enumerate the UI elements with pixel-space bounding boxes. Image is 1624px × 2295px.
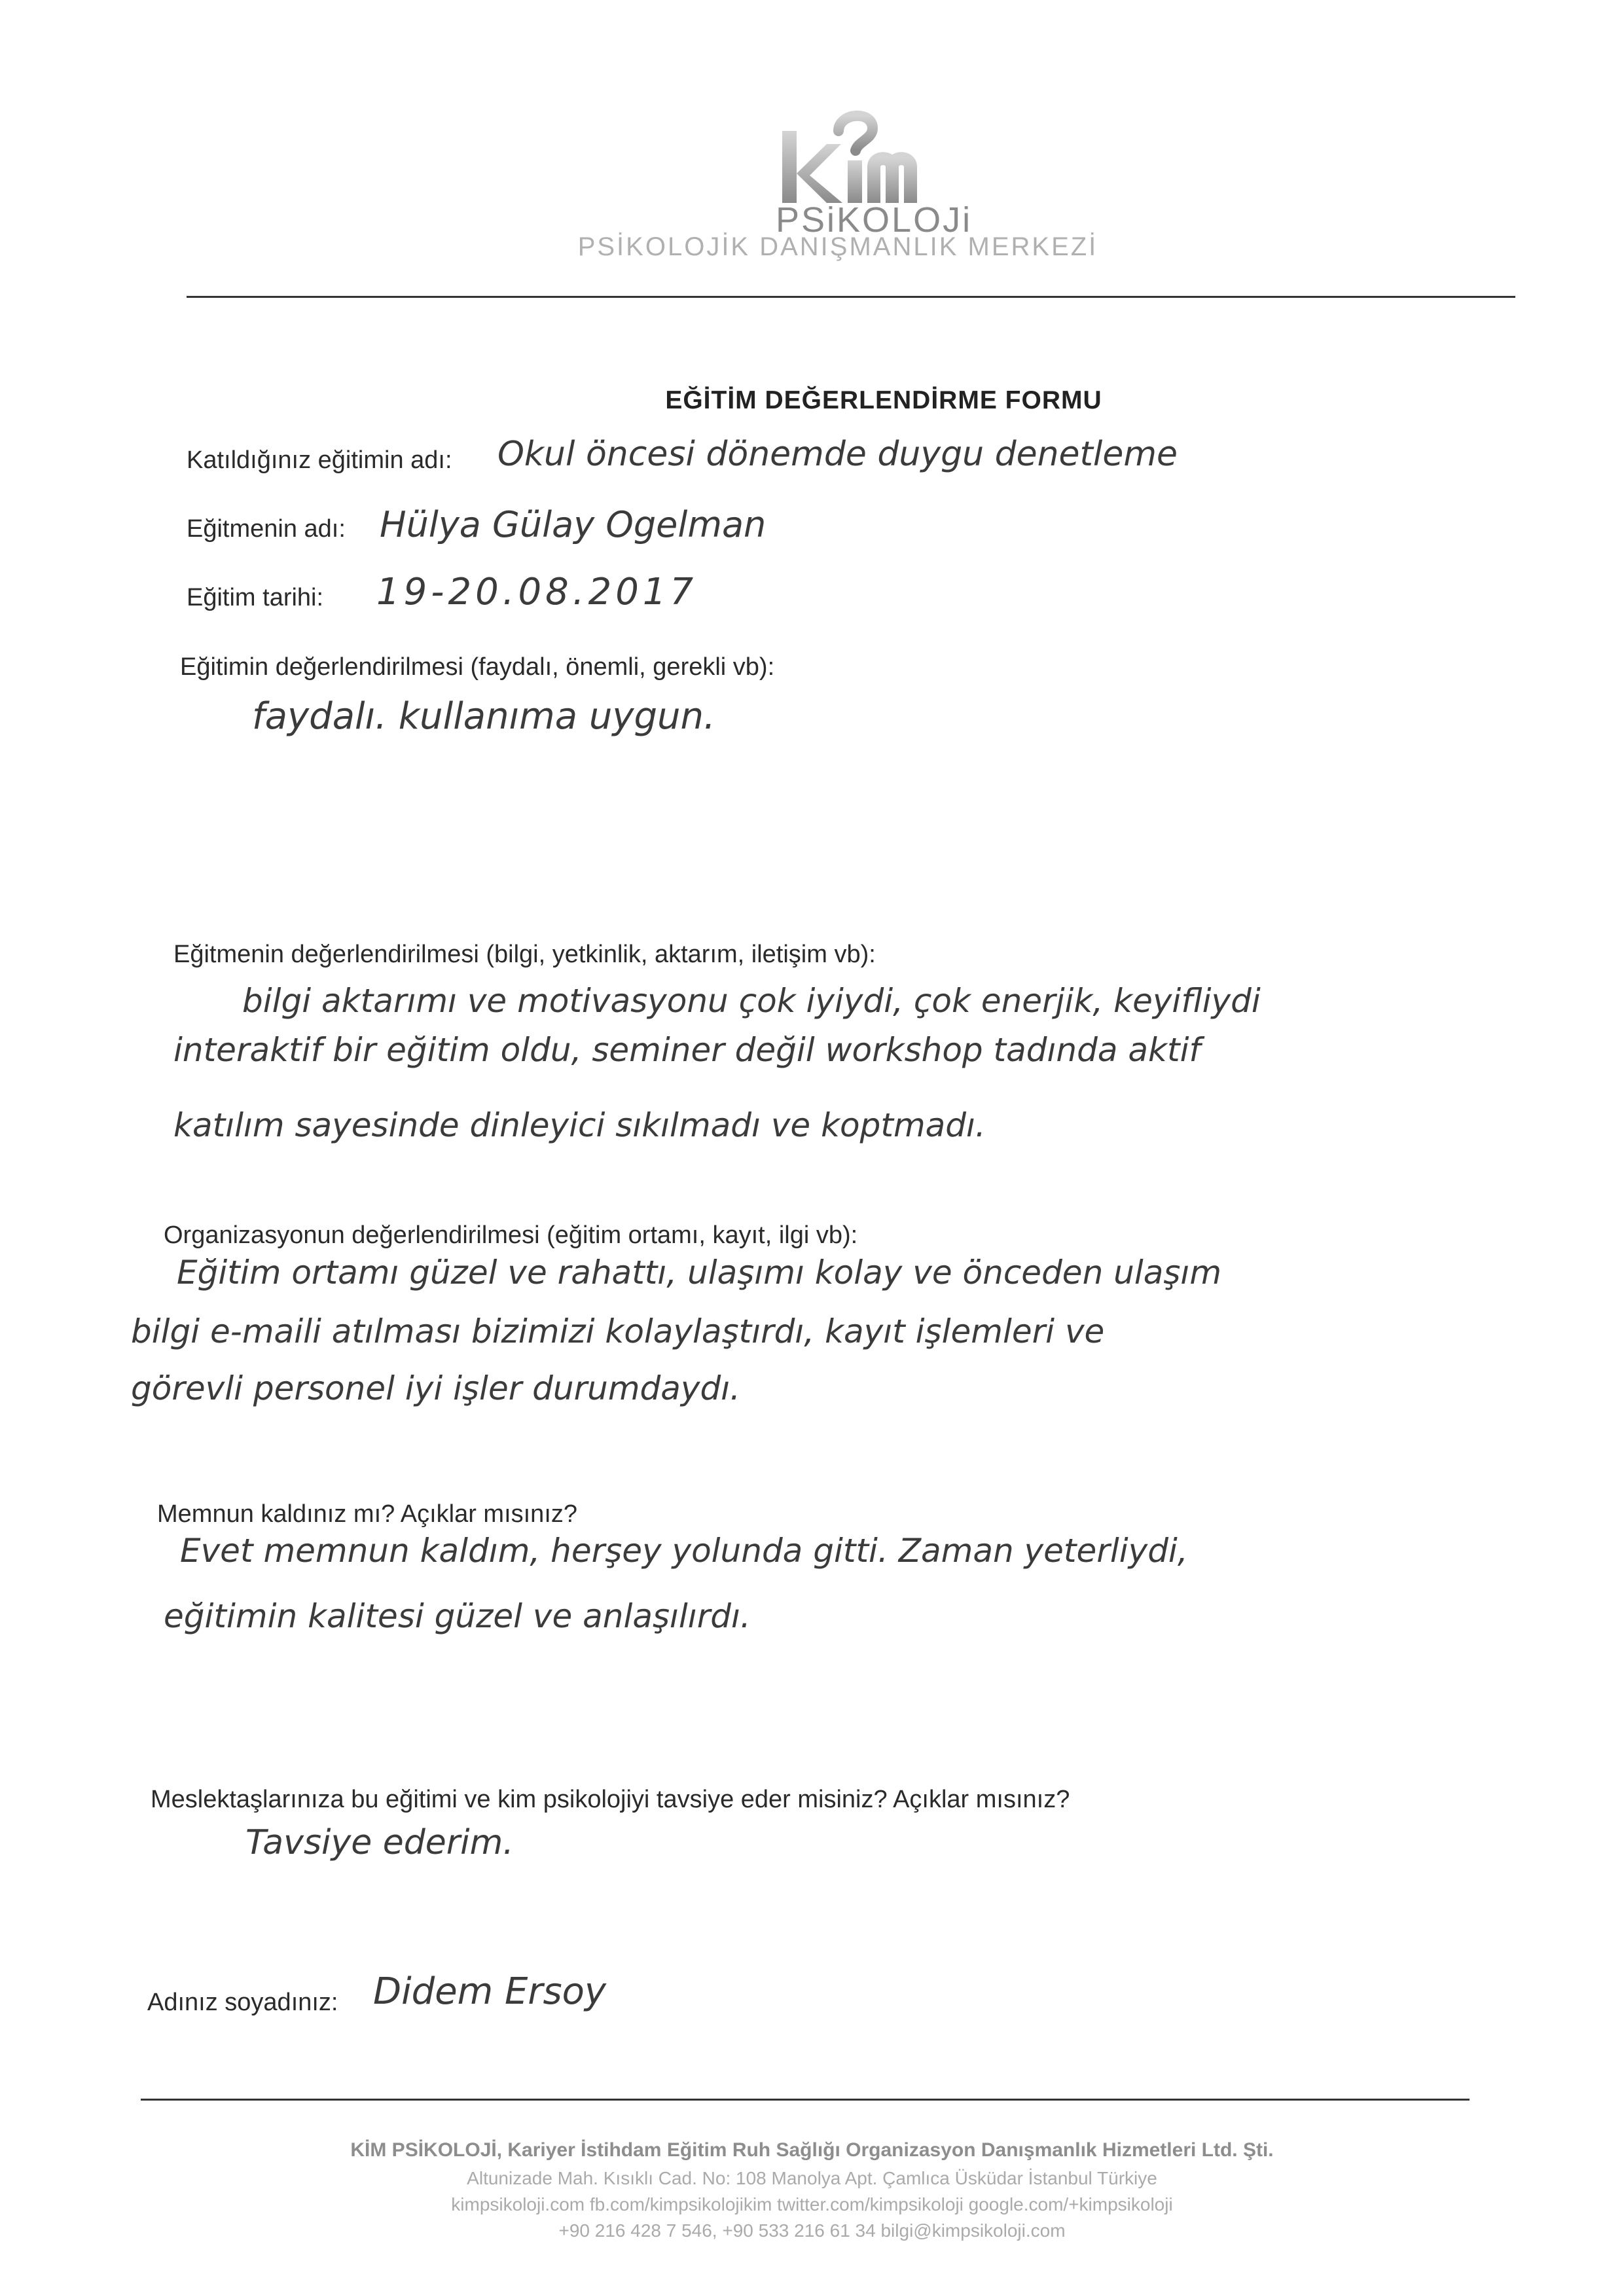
question-satisfaction-answer-line[interactable]: Evet memnun kaldım, herşey yolunda gitti. Zaman yeterliydi, [180, 1532, 1188, 1570]
question-trainer-label: Eğitmenin değerlendirilmesi (bilgi, yetkinlik, aktarım, iletişim vb): [173, 941, 876, 968]
question-organization-label: Organizasyonun değerlendirilmesi (eğitim ortamı, kayıt, ilgi vb): [164, 1221, 858, 1249]
header-divider [187, 296, 1515, 298]
training-date-value[interactable]: 19-20.08.2017 [376, 571, 698, 613]
question-organization-answer-line[interactable]: bilgi e-maili atılması bizimizi kolaylaştırdı, kayıt işlemleri ve [131, 1312, 1105, 1350]
trainer-name-label: Eğitmenin adı: [187, 515, 346, 543]
footer-contact: +90 216 428 7 546, +90 533 216 61 34 bilgi@kimpsikoloji.com [558, 2220, 1066, 2241]
footer-address: Altunizade Mah. Kısıklı Cad. No: 108 Manolya Apt. Çamlıca Üsküdar İstanbul Türkiye [467, 2168, 1157, 2188]
trainer-name-value[interactable]: Hülya Gülay Ogelman [380, 504, 767, 545]
question-satisfaction-label: Memnun kaldınız mı? Açıklar mısınız? [157, 1500, 578, 1528]
question-trainer-answer-line[interactable]: katılım sayesinde dinleyici sıkılmadı ve koptmadı. [173, 1106, 986, 1144]
training-name-label: Katıldığınız eğitimin adı: [187, 446, 452, 474]
respondent-name-label: Adınız soyadınız: [147, 1989, 338, 2016]
question-satisfaction-answer-line[interactable]: eğitimin kalitesi güzel ve anlaşılırdı. [164, 1597, 751, 1635]
form-title: EĞİTİM DEĞERLENDİRME FORMU [665, 386, 1102, 414]
training-name-value[interactable]: Okul öncesi dönemde duygu denetleme [497, 435, 1178, 474]
question-recommend-label: Meslektaşlarınıza bu eğitimi ve kim psikolojiyi tavsiye eder misiniz? Açıklar mısınız? [151, 1786, 1070, 1813]
question-organization-answer-line[interactable]: Eğitim ortamı güzel ve rahattı, ulaşımı kolay ve önceden ulaşım [177, 1254, 1222, 1292]
question-usefulness-label: Eğitimin değerlendirilmesi (faydalı, önemli, gerekli vb): [180, 653, 775, 681]
question-trainer-answer-line[interactable]: interaktif bir eğitim oldu, seminer değil workshop tadında aktif [173, 1031, 1201, 1069]
question-recommend-answer-line[interactable]: Tavsiye ederim. [245, 1823, 514, 1862]
footer-web-links: kimpsikoloji.com fb.com/kimpsikolojikim twitter.com/kimpsikoloji google.com/+kimpsikoloji [451, 2194, 1173, 2214]
respondent-name-value[interactable]: Didem Ersoy [373, 1970, 607, 2013]
training-date-label: Eğitim tarihi: [187, 584, 324, 611]
footer-company: KİM PSİKOLOJİ, Kariyer İstihdam Eğitim Ruh Sağlığı Organizasyon Danışmanlık Hizmetleri Ltd. Şti. [350, 2139, 1274, 2161]
question-usefulness-answer-line[interactable]: faydalı. kullanıma uygun. [252, 695, 715, 738]
footer-divider [141, 2099, 1470, 2101]
question-organization-answer-line[interactable]: görevli personel iyi işler durumdaydı. [131, 1369, 741, 1407]
question-trainer-answer-line[interactable]: bilgi aktarımı ve motivasyonu çok iyiydi, çok enerjik, keyifliydi [242, 982, 1261, 1020]
header-subtitle: PSİKOLOJİK DANIŞMANLIK MERKEZİ [577, 232, 1098, 261]
logo-subword: PSiKOLOJi [776, 200, 973, 240]
